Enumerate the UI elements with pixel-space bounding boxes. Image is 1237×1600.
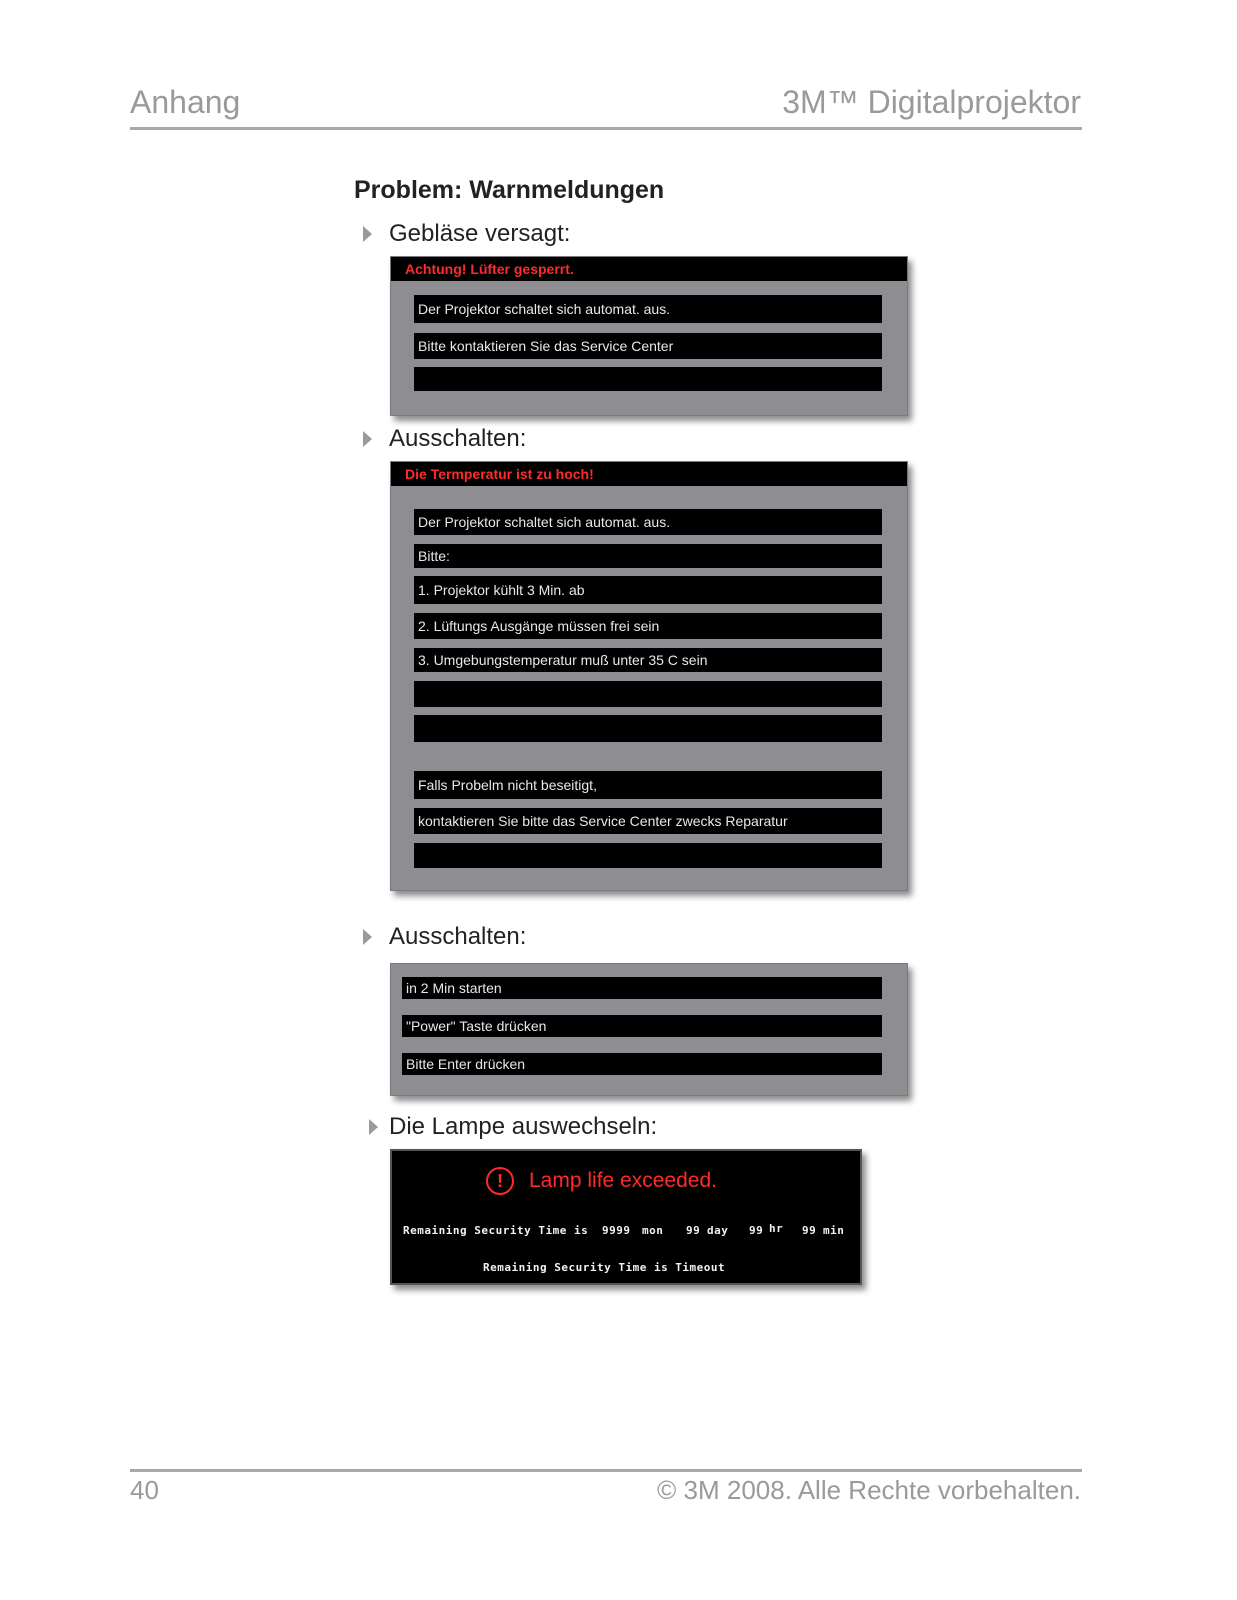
osd-fan-warning xyxy=(390,256,908,416)
header-divider xyxy=(130,127,1082,130)
osd-line: 2. Lüftungs Ausgänge müssen frei sein xyxy=(414,613,882,639)
osd-line: Der Projektor schaltet sich automat. aus. xyxy=(414,295,882,323)
lamp-title: Lamp life exceeded. xyxy=(529,1169,717,1192)
section-title: Problem: Warnmeldungen xyxy=(354,176,665,204)
osd-line: Bitte Enter drücken xyxy=(402,1053,882,1075)
remaining-months-unit: mon xyxy=(642,1224,664,1237)
osd-lamp-warning xyxy=(390,1149,862,1285)
remaining-hours-unit: hr xyxy=(769,1222,784,1235)
osd-line: in 2 Min starten xyxy=(402,977,882,999)
osd-line xyxy=(414,843,882,868)
item-label-temp: Ausschalten: xyxy=(389,425,527,452)
osd-line xyxy=(414,715,882,742)
osd-title: Die Termperatur ist zu hoch! xyxy=(391,462,907,486)
osd-line: 3. Umgebungstemperatur muß unter 35 C sein xyxy=(414,648,882,672)
osd-line: 1. Projektor kühlt 3 Min. ab xyxy=(414,576,882,604)
remaining-minutes: 99 xyxy=(802,1224,817,1237)
osd-line: Falls Probelm nicht beseitigt, xyxy=(414,771,882,799)
header-right-title: 3M™ Digitalprojektor xyxy=(782,84,1081,120)
header-left-title: Anhang xyxy=(130,84,241,120)
item-label-shutdown: Ausschalten: xyxy=(389,923,527,950)
bullet-arrow-icon xyxy=(363,929,372,945)
osd-line: "Power" Taste drücken xyxy=(402,1015,882,1037)
item-label-lamp: Die Lampe auswechseln: xyxy=(389,1113,658,1140)
osd-title: Achtung! Lüfter gesperrt. xyxy=(391,257,907,281)
remaining-days: 99 xyxy=(686,1224,701,1237)
page-number: 40 xyxy=(130,1475,159,1505)
bullet-arrow-icon xyxy=(363,226,372,242)
item-label-fan: Gebläse versagt: xyxy=(389,220,571,247)
warning-icon: ! xyxy=(486,1167,514,1195)
osd-line: Bitte: xyxy=(414,544,882,568)
osd-line xyxy=(414,367,882,391)
timeout-text: Remaining Security Time is Timeout xyxy=(483,1261,726,1274)
osd-shutdown xyxy=(390,963,908,1096)
copyright: © 3M 2008. Alle Rechte vorbehalten. xyxy=(657,1475,1081,1505)
remaining-hours: 99 xyxy=(749,1224,764,1237)
footer-divider xyxy=(130,1469,1082,1472)
remaining-time-label: Remaining Security Time is xyxy=(403,1224,589,1237)
remaining-months: 9999 xyxy=(602,1224,631,1237)
osd-line: Der Projektor schaltet sich automat. aus. xyxy=(414,509,882,535)
osd-line: kontaktieren Sie bitte das Service Center zwecks Reparatur xyxy=(414,808,882,834)
osd-line: Bitte kontaktieren Sie das Service Center xyxy=(414,333,882,359)
bullet-arrow-icon xyxy=(363,431,372,447)
bullet-arrow-icon xyxy=(369,1119,378,1135)
osd-line xyxy=(414,681,882,707)
remaining-days-unit: day xyxy=(707,1224,729,1237)
osd-temperature-warning xyxy=(390,461,908,891)
remaining-minutes-unit: min xyxy=(823,1224,845,1237)
